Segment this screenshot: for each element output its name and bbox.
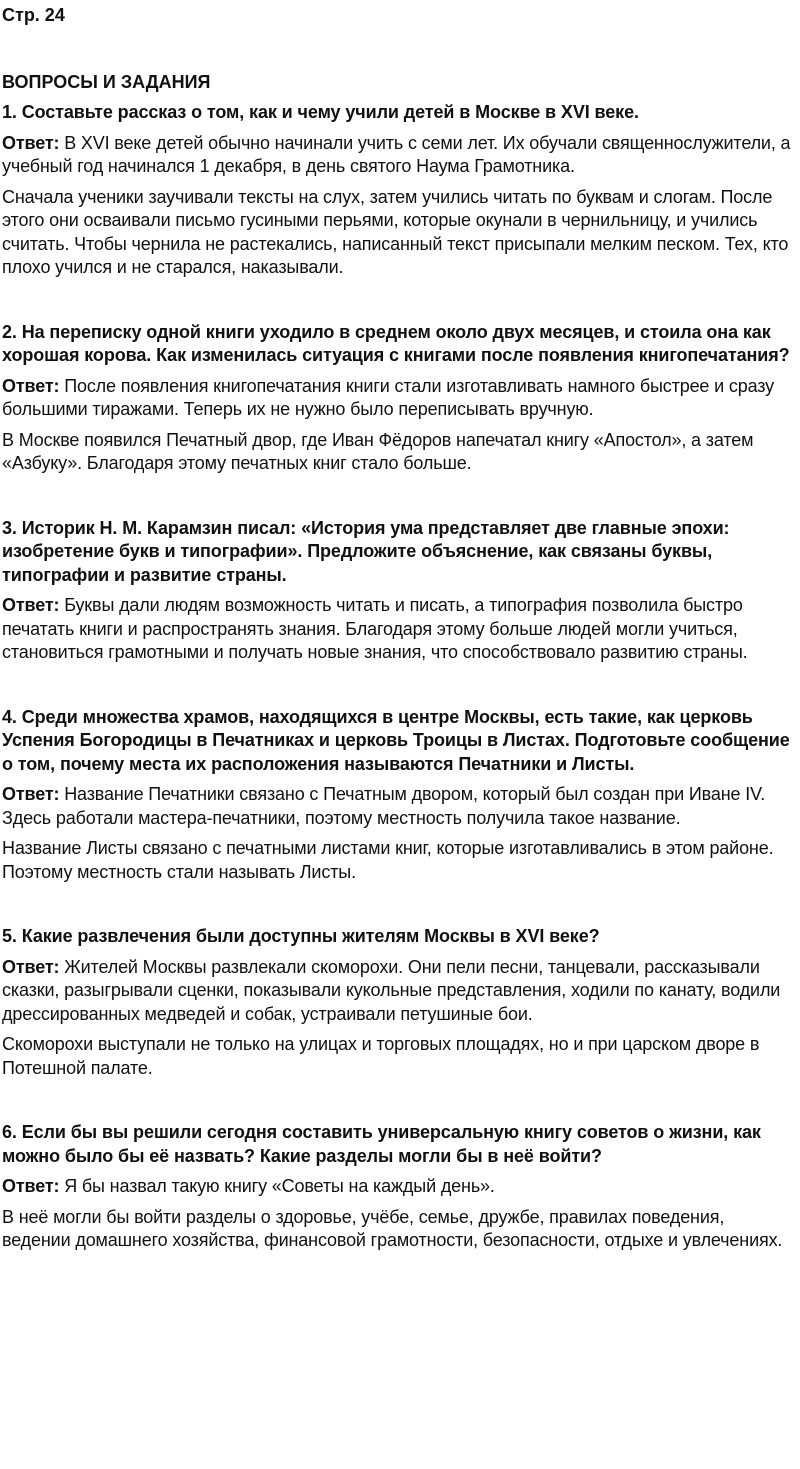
answer-label: Ответ: <box>2 595 60 615</box>
question-3: 3. Историк Н. М. Карамзин писал: «История ума представляет две главные эпохи: изобретение букв и типографии». Предложите объяснение, как связаны буквы, типографии и развитие страны. <box>2 517 730 585</box>
question-4: 4. Среди множества храмов, находящихся в центре Москвы, есть такие, как церковь Успения Богородицы в Печатниках и церковь Троицы в Листах. Подготовьте сообщение о том, почему места их расположения называются Печатники и Листы. <box>2 706 790 774</box>
answer-text-5: Жителей Москвы развлекали скоморохи. Они пели песни, танцевали, рассказывали сказки, разыгрывали сценки, показывали кукольные представления, ходили по канату, водили дрессированных медведей и собак, устраивали петушиные бои. <box>2 956 781 1024</box>
answer-2 <box>2 375 796 422</box>
answer-extra-1: Сначала ученики заучивали тексты на слух, затем учились читать по буквам и слогам. После этого они осваивали письмо гусиными перьями, которые окунали в чернильницу, и учились считать. Чтобы чернила не растекались, написанный текст присыпали мелким песком. Тех, кто плохо учился и не старался, наказывали. <box>2 186 789 277</box>
answer-extra-5: Скоморохи выступали не только на улицах и торговых площадях, но и при царском дворе в Потешной палате. <box>2 1034 760 1078</box>
answer-text-2: После появления книгопечатания книги стали изготавливать намного быстрее и сразу большими тиражами. Теперь их не нужно было переписывать вручную. <box>2 375 775 419</box>
answer-4 <box>2 783 796 830</box>
qa-item-4 <box>2 706 796 885</box>
answer-label: Ответ: <box>2 1176 60 1196</box>
question-1: 1. Составьте рассказ о том, как и чему учили детей в Москве в XVI веке. <box>2 102 639 122</box>
answer-5 <box>2 956 796 1027</box>
qa-item-3 <box>2 517 796 665</box>
question-5: 5. Какие развлечения были доступны жителям Москвы в XVI веке? <box>2 926 600 946</box>
answer-6 <box>2 1175 796 1199</box>
answer-label: Ответ: <box>2 132 60 153</box>
question-2: 2. На переписку одной книги уходило в среднем около двух месяцев, и стоила она как хорошая корова. Как изменилась ситуация с книгами после появления книгопечатания? <box>2 321 790 365</box>
qa-item-5 <box>2 925 796 1080</box>
answer-label: Ответ: <box>2 784 60 804</box>
section-title: ВОПРОСЫ И ЗАДАНИЯ <box>2 72 211 92</box>
answer-extra-6: В неё могли бы войти разделы о здоровье, учёбе, семье, дружбе, правилах поведения, ведении домашнего хозяйства, финансовой грамотности, безопасности, отдыхе и увлечениях. <box>2 1206 783 1250</box>
qa-item-1 <box>2 101 796 280</box>
qa-item-6 <box>2 1121 796 1253</box>
question-6: 6. Если бы вы решили сегодня составить универсальную книгу советов о жизни, как можно было бы её назвать? Какие разделы могли бы в неё войти? <box>2 1122 761 1166</box>
answer-extra-4: Название Листы связано с печатными листами книг, которые изготавливались в этом районе. Поэтому местность стали называть Листы. <box>2 838 774 882</box>
answer-text-4: Название Печатники связано с Печатным двором, который был создан при Иване IV. Здесь работали мастера-печатники, поэтому местность получила такое название. <box>2 784 766 828</box>
answer-text-6: Я бы назвал такую книгу «Советы на каждый день». <box>64 1176 495 1196</box>
answer-1 <box>2 132 796 179</box>
answer-label: Ответ: <box>2 956 60 977</box>
answer-label: Ответ: <box>2 375 60 396</box>
answer-extra-2: В Москве появился Печатный двор, где Иван Фёдоров напечатал книгу «Апостол», а затем «Азбуку». Благодаря этому печатных книг стало больше. <box>2 429 754 473</box>
page-number: Стр. 24 <box>2 5 65 25</box>
answer-3 <box>2 594 796 665</box>
qa-item-2 <box>2 321 796 476</box>
answer-text-3: Буквы дали людям возможность читать и писать, а типография позволила быстро печатать книги и распространять знания. Благодаря этому больше людей могли учиться, становиться грамотными и получать новые знания, что способствовало развитию страны. <box>2 595 748 662</box>
answer-text-1: В XVI веке детей обычно начинали учить с семи лет. Их обучали священнослужители, а учебный год начинался 1 декабря, в день святого Наума Грамотника. <box>2 132 791 176</box>
